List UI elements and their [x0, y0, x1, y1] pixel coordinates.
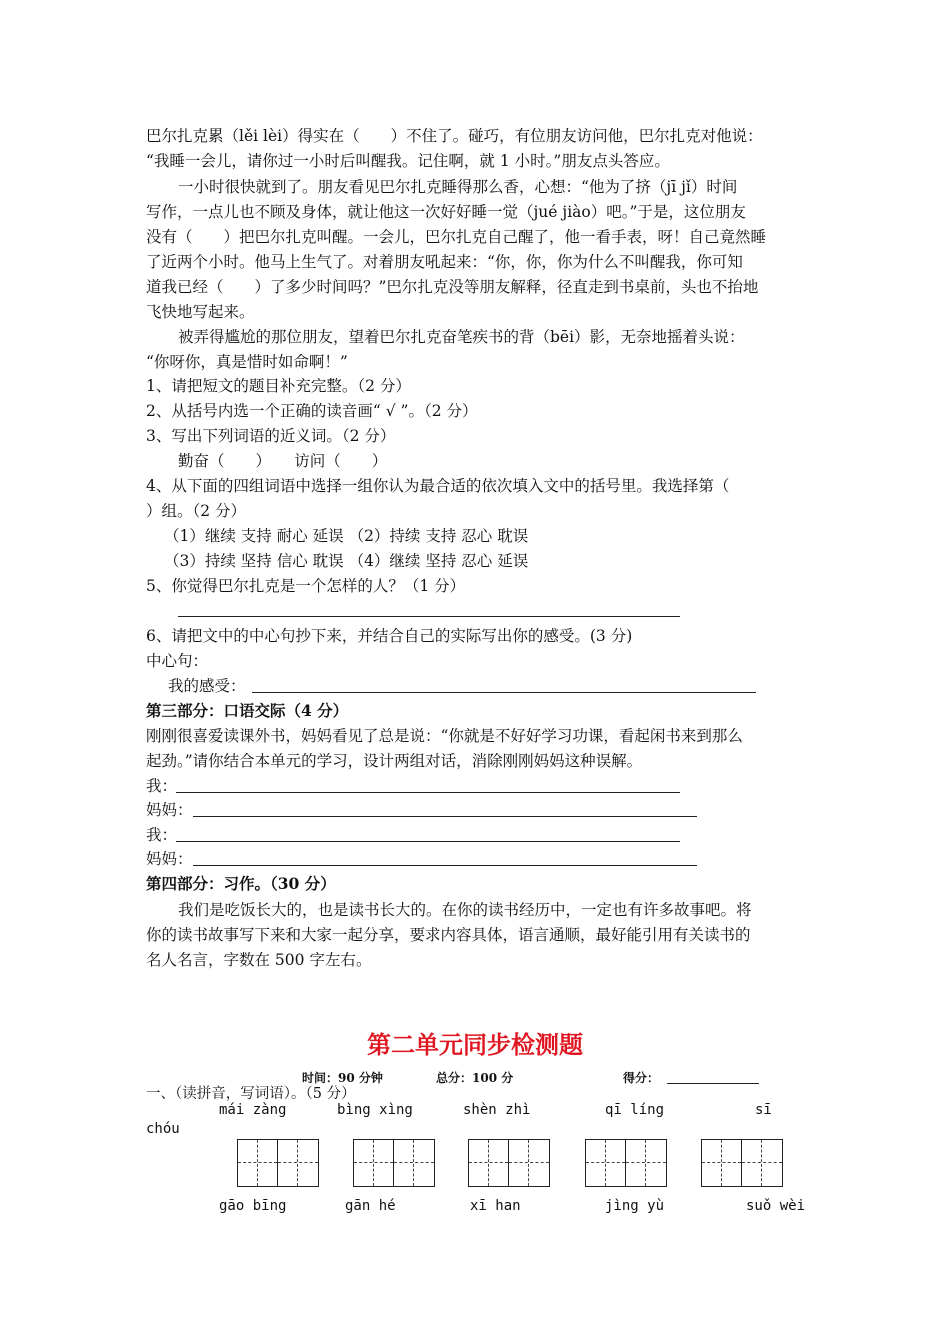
- part4-text: 你的读书故事写下来和大家一起分享，要求内容具体，语言通顺，最好能引用有关读书的: [146, 926, 751, 944]
- center-sentence-label: 中心句：: [146, 652, 209, 670]
- writing-grid[interactable]: [585, 1139, 667, 1187]
- pinyin-label: gān hé: [345, 1198, 396, 1214]
- grid-cell[interactable]: [238, 1140, 278, 1186]
- grid-cell[interactable]: [278, 1140, 318, 1186]
- answer-line[interactable]: [178, 616, 680, 617]
- feeling-label: 我的感受：: [168, 677, 246, 695]
- dialog-mom-label: 妈妈：: [146, 801, 193, 819]
- pinyin-label: gāo bīng: [219, 1198, 287, 1214]
- pinyin-label: xī han: [470, 1198, 521, 1214]
- dialog-me-label: 我：: [146, 826, 178, 844]
- passage-line: 写作，一点儿也不顾及身体，就让他这一次好好睡一觉（jué jiào）吧。”于是，这位朋友: [146, 203, 746, 221]
- answer-line[interactable]: [176, 792, 680, 793]
- pinyin-label: chóu: [146, 1121, 180, 1137]
- grid-cell[interactable]: [509, 1140, 549, 1186]
- section1-heading: 一、（读拼音，写词语）。（5 分）: [146, 1086, 356, 1102]
- question-1: 1、请把短文的题目补充完整。（2 分）: [146, 377, 411, 395]
- unit2-title: 第二单元同步检测题: [367, 1031, 583, 1059]
- passage-line: 被弄得尴尬的那位朋友，望着巴尔扎克奋笔疾书的背（bēi）影，无奈地摇着头说：: [178, 328, 745, 346]
- grid-cell[interactable]: [626, 1140, 666, 1186]
- writing-grid[interactable]: [701, 1139, 783, 1187]
- question-2: 2、从括号内选一个正确的读音画“ √ ”。（2 分）: [146, 402, 478, 420]
- question-3: 3、写出下列词语的近义词。（2 分）: [146, 427, 396, 445]
- passage-line: “你呀你，真是惜时如命啊！”: [146, 353, 348, 371]
- question-4-options: （1）继续 支持 耐心 延误 （2）持续 支持 忍心 耽误: [164, 527, 529, 545]
- pinyin-label: sī: [755, 1102, 772, 1118]
- exam-time: 时间：90 分钟: [302, 1071, 383, 1085]
- dialog-me-label: 我：: [146, 777, 178, 795]
- part4-text: 我们是吃饭长大的，也是读书长大的。在你的读书经历中，一定也有许多故事吧。将: [178, 901, 752, 919]
- grid-cell[interactable]: [586, 1140, 626, 1186]
- question-3-words: 勤奋（ ） 访问（ ）: [178, 452, 388, 470]
- pinyin-label: mái zàng: [219, 1102, 287, 1118]
- passage-line: 巴尔扎克累（lěi lèi）得实在（ ）不住了。碰巧，有位朋友访问他，巴尔扎克对他说：: [146, 127, 763, 145]
- pinyin-label: bìng xìng: [337, 1102, 413, 1118]
- answer-line[interactable]: [176, 841, 680, 842]
- question-6: 6、请把文中的中心句抄下来，并结合自己的实际写出你的感受。(3 分): [146, 627, 633, 645]
- question-4-cont: ）组。（2 分）: [146, 502, 247, 520]
- answer-line[interactable]: [193, 865, 697, 866]
- grid-cell[interactable]: [469, 1140, 509, 1186]
- pinyin-label: qī líng: [605, 1102, 665, 1118]
- pinyin-label: jìng yù: [605, 1198, 665, 1214]
- passage-line: 道我已经（ ）了多少时间吗？”巴尔扎克没等朋友解释，径直走到书桌前，头也不抬地: [146, 278, 759, 296]
- passage-line: 了近两个小时。他马上生气了。对着朋友吼起来：“你，你，你为什么不叫醒我，你可知: [146, 253, 743, 271]
- score-line[interactable]: [667, 1083, 759, 1084]
- writing-grid[interactable]: [468, 1139, 550, 1187]
- part3-text: 起劲。”请你结合本单元的学习，设计两组对话，消除刚刚妈妈这种误解。: [146, 752, 643, 770]
- question-4-options: （3）持续 坚持 信心 耽误 （4）继续 坚持 忍心 延误: [164, 552, 529, 570]
- grid-cell[interactable]: [354, 1140, 394, 1186]
- part3-heading: 第三部分：口语交际（4 分）: [146, 701, 349, 720]
- question-4: 4、从下面的四组词语中选择一组你认为最合适的依次填入文中的括号里。我选择第（: [146, 477, 730, 495]
- exam-total: 总分：100 分: [436, 1071, 514, 1085]
- part4-heading: 第四部分：习作。（30 分）: [146, 874, 336, 893]
- question-5: 5、你觉得巴尔扎克是一个怎样的人？（1 分）: [146, 577, 466, 595]
- passage-line: 一小时很快就到了。朋友看见巴尔扎克睡得那么香，心想：“他为了挤（jī jǐ）时间: [178, 178, 738, 196]
- passage-line: “我睡一会儿，请你过一小时后叫醒我。记住啊，就 1 小时。”朋友点头答应。: [146, 152, 670, 170]
- writing-grid[interactable]: [353, 1139, 435, 1187]
- part4-text: 名人名言，字数在 500 字左右。: [146, 951, 372, 969]
- writing-grid[interactable]: [237, 1139, 319, 1187]
- exam-score-label: 得分：: [623, 1071, 660, 1085]
- pinyin-label: shèn zhì: [463, 1102, 531, 1118]
- answer-line[interactable]: [252, 692, 756, 693]
- part3-text: 刚刚很喜爱读课外书，妈妈看见了总是说：“你就是不好好学习功课，看起闲书来到那么: [146, 727, 743, 745]
- answer-line[interactable]: [193, 816, 697, 817]
- grid-cell[interactable]: [702, 1140, 742, 1186]
- dialog-mom-label: 妈妈：: [146, 850, 193, 868]
- grid-cell[interactable]: [742, 1140, 782, 1186]
- grid-cell[interactable]: [394, 1140, 434, 1186]
- passage-line: 没有（ ）把巴尔扎克叫醒。一会儿，巴尔扎克自己醒了，他一看手表，呀！自己竟然睡: [146, 228, 767, 246]
- pinyin-label: suǒ wèi: [746, 1198, 806, 1214]
- passage-line: 飞快地写起来。: [146, 303, 255, 321]
